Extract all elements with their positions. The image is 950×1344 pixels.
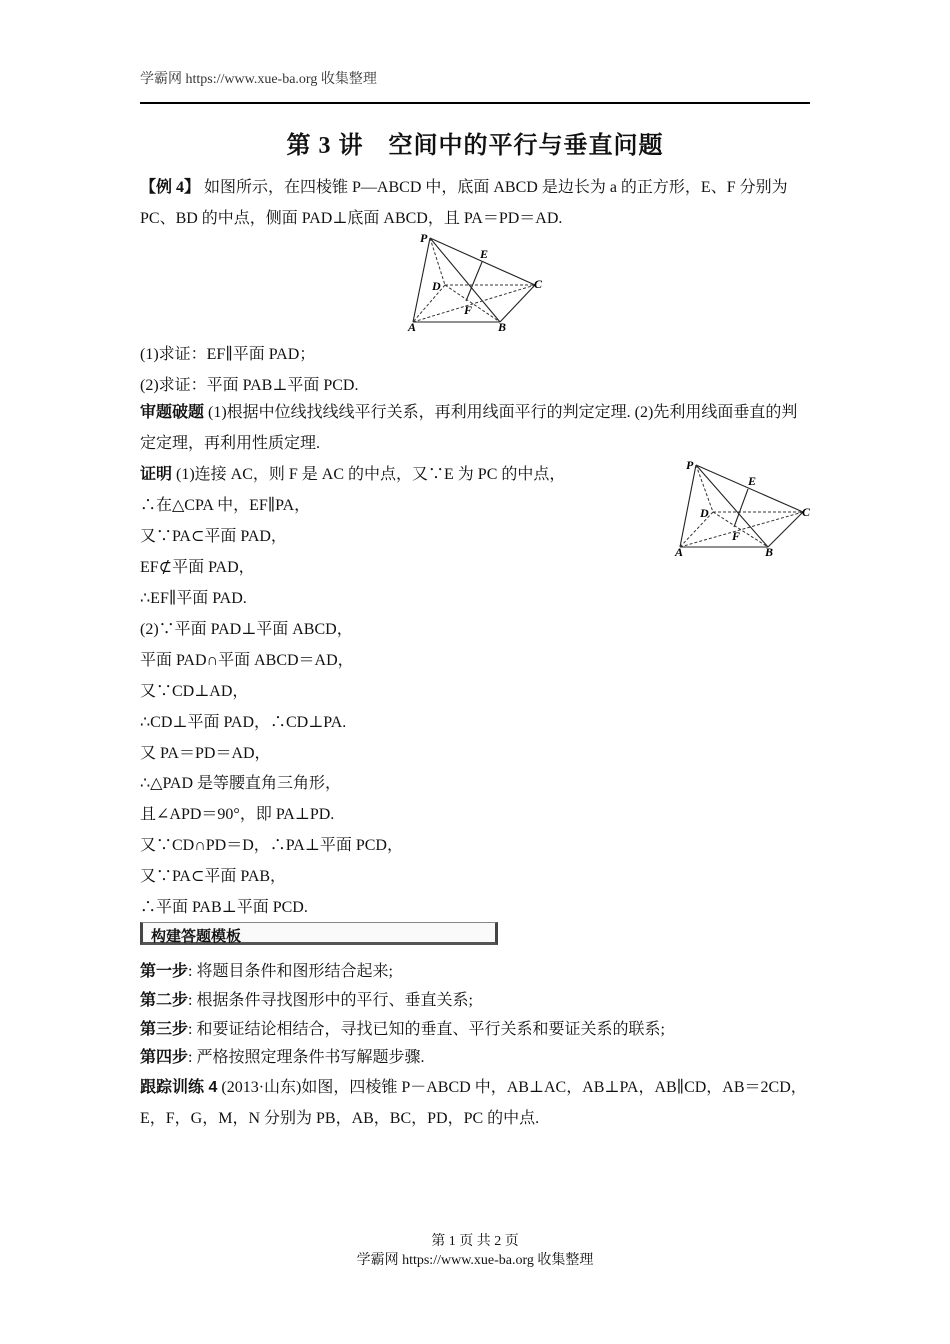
proof-line-11: ∴△PAD 是等腰直角三角形， [140,775,342,792]
question-2: (2)求证：平面 PAB⊥平面 PCD. [140,377,359,394]
template-step-1: 第一步: 将题目条件和图形结合起来; [140,963,393,980]
label-d: D [700,506,709,520]
example-text: 如图所示，在四棱锥 P—ABCD 中，底面 ABCD 是边长为 a 的正方形，E、F 分别为 PC、BD 的中点，侧面 PAD⊥底面 ABCD，且 PA＝PD＝AD. [140,179,788,227]
proof-line-10: 又 PA＝PD＝AD， [140,745,271,762]
example-problem [140,172,810,234]
label-f: F [732,529,741,543]
label-a: A [408,320,417,334]
label-e: E [748,474,757,488]
header-divider [140,102,810,104]
proof-line-14: 又∵PA⊂平面 PAB， [140,868,287,885]
label-a: A [675,545,684,559]
proof-line-8: 又∵CD⊥AD， [140,683,249,700]
tracking-exercise [140,1072,810,1134]
page-footer: 学霸网 https://www.xue-ba.org 收集整理 [356,1253,594,1268]
label-e: E [480,247,489,261]
label-f: F [464,303,473,317]
template-box-title: 构建答题模板 [151,927,242,945]
template-step-3: 第三步: 和要证结论相结合，寻找已知的垂直、平行关系和要证关系的联系; [140,1021,665,1038]
proof-label: 证明 [140,466,173,483]
template-box-header [140,922,498,945]
page-number: 第 1 页 共 2 页 [431,1234,519,1249]
proof-line-6: (2)∵平面 PAD⊥平面 ABCD， [140,621,353,638]
pyramid-figure-2 [668,455,818,560]
template-step-4: 第四步: 严格按照定理条件书写解题步骤. [140,1049,425,1066]
label-b: B [765,545,774,559]
tracking-exercise-text: (2013·山东)如图，四棱锥 P－ABCD 中，AB⊥AC，AB⊥PA，AB∥CD，AB＝2CD，E，F，G，M，N 分别为 PB，AB，BC，PD，PC 的中点. [140,1079,807,1127]
tracking-exercise-label: 跟踪训练 4 [140,1079,218,1096]
proof-line-13: 又∵CD∩PD＝D，∴PA⊥平面 PCD， [140,837,403,854]
proof-line-7: 平面 PAD∩平面 ABCD＝AD， [140,652,354,669]
analysis-paragraph [140,397,810,459]
proof-line-3: 又∵PA⊂平面 PAD， [140,528,287,545]
page-title: 第 3 讲 空间中的平行与垂直问题 [286,133,664,159]
label-d: D [432,279,441,293]
label-p: P [420,231,428,245]
example-tag: 【例 4】 [140,179,201,196]
proof-line-4: EF⊄平面 PAD， [140,559,255,576]
label-c: C [534,277,543,291]
label-p: P [686,458,694,472]
proof-line-5: ∴EF∥平面 PAD. [140,590,247,607]
pyramid-figure-1 [400,230,560,335]
proof-line-9: ∴CD⊥平面 PAD，∴CD⊥PA. [140,714,347,731]
figure-1-vertex-labels [407,231,543,334]
question-1: (1)求证：EF∥平面 PAD； [140,346,316,363]
template-step-2: 第二步: 根据条件寻找图形中的平行、垂直关系; [140,992,473,1009]
page-header: 学霸网 https://www.xue-ba.org 收集整理 [140,72,377,87]
proof-line-15: ∴平面 PAB⊥平面 PCD. [140,899,308,916]
proof-line-2: ∴在△CPA 中，EF∥PA， [140,497,311,514]
proof-line-1: 证明 (1)连接 AC，则 F 是 AC 的中点，又∵E 为 PC 的中点， [140,466,566,483]
label-b: B [498,320,507,334]
label-c: C [802,505,811,519]
analysis-text: (1)根据中位线找线线平行关系，再利用线面平行的判定定理. (2)先利用线面垂直的判定定理，再利用性质定理. [140,404,798,452]
proof-line-12: 且∠APD＝90°，即 PA⊥PD. [140,806,335,823]
analysis-label: 审题破题 [140,404,205,421]
